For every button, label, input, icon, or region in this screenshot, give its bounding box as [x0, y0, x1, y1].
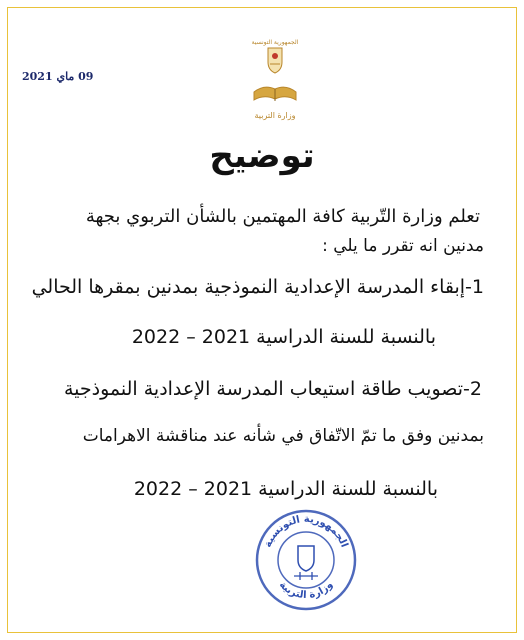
ministry-emblem [244, 34, 306, 124]
emblem-top-text: الجمهورية التونسية [251, 39, 299, 46]
official-stamp [254, 508, 358, 612]
document-date: 09 ماي 2021 [22, 70, 94, 83]
body-line-7: بالنسبة للسنة الدراسية 2021 – 2022 [133, 478, 438, 500]
stamp-bottom-text: وزارة التربية [276, 579, 336, 602]
body-line-6: بمدنين وفق ما تمّ الاتّفاق في شأنه عند مناقشة الاهرامات [82, 426, 484, 446]
page-title: توضيح [209, 136, 315, 176]
emblem-bottom-text: وزارة التربية [254, 111, 296, 120]
body-line-4: بالنسبة للسنة الدراسية 2021 – 2022 [131, 326, 436, 348]
body-line-2: مدنين انه تقرر ما يلي : [322, 236, 484, 256]
body-line-1: تعلم وزارة التّربية كافة المهتمين بالشأن التربوي بجهة [85, 206, 480, 227]
svg-text:وزارة التربية [277, 579, 335, 601]
stamp-top-text: الجمهورية التونسية [262, 513, 350, 550]
body-line-3: 1-إبقاء المدرسة الإعدادية النموذجية بمدنين بمقرها الحالي [31, 276, 484, 298]
body-line-5: 2-تصويب طاقة استيعاب المدرسة الإعدادية النموذجية [63, 378, 482, 400]
